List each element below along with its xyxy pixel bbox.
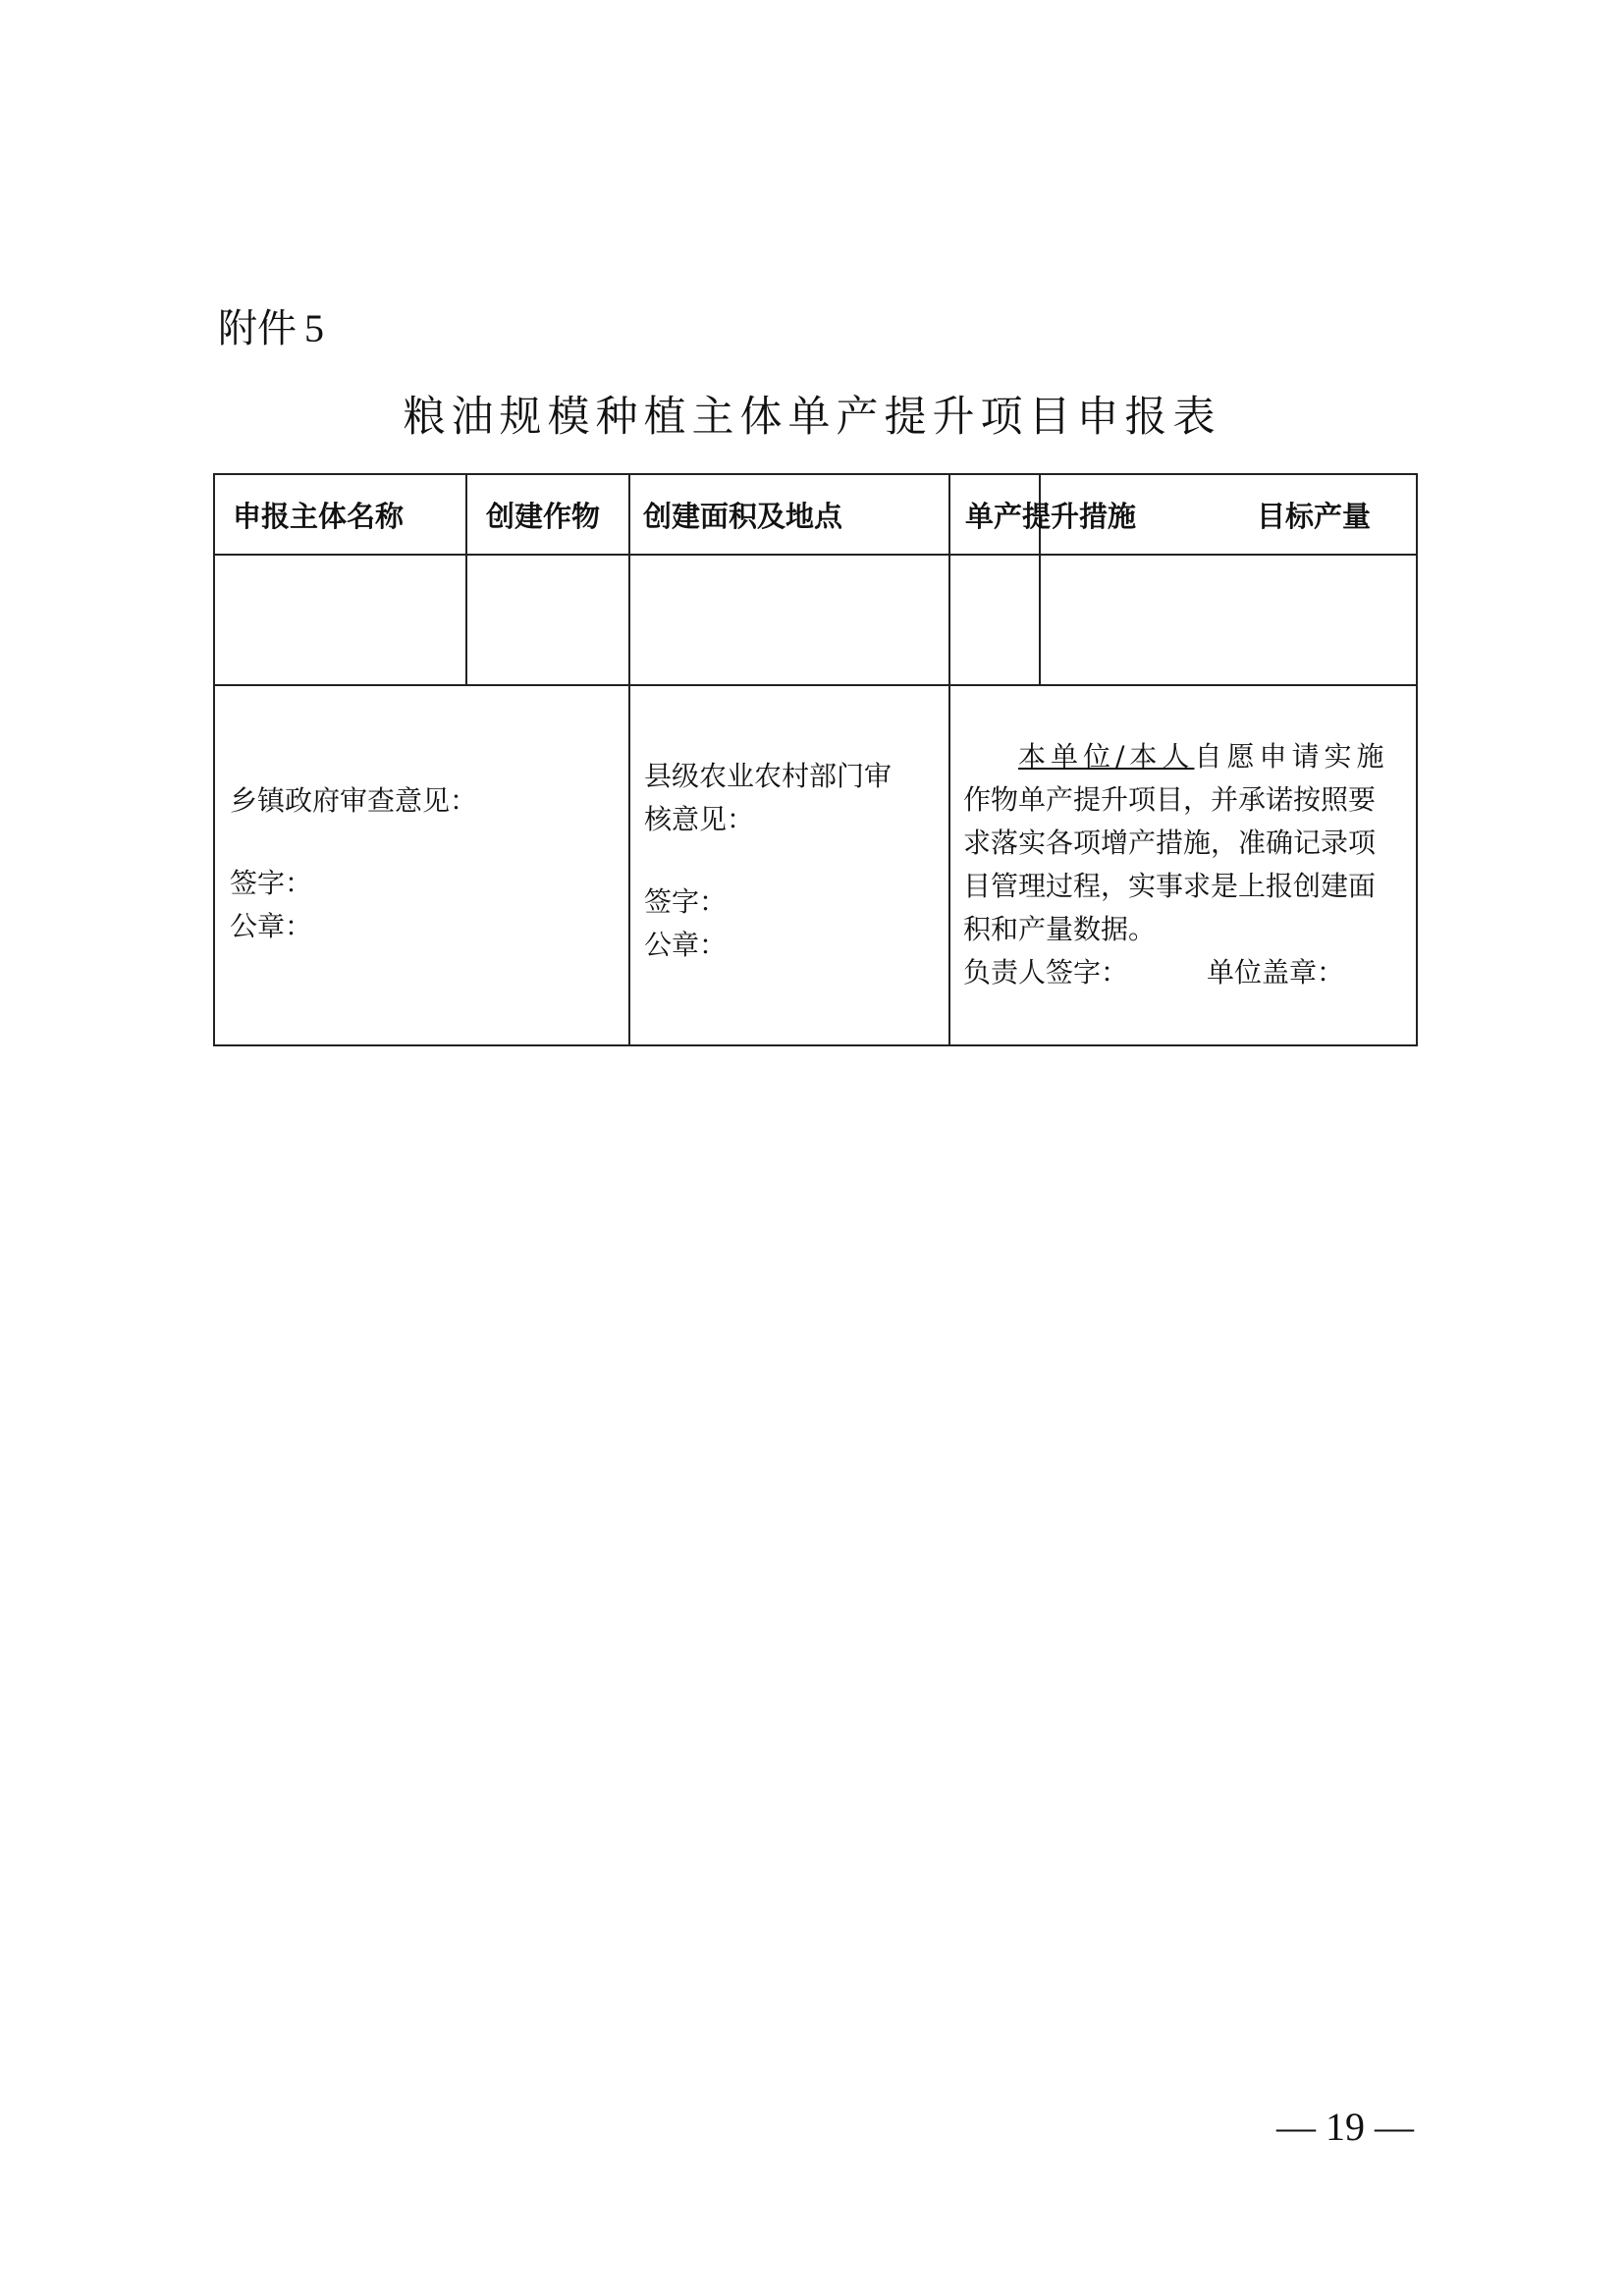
township-opinion: [230, 779, 477, 948]
cell-crop[interactable]: [467, 556, 628, 684]
page-dash-right: —: [1375, 2105, 1414, 2149]
application-form-table: [213, 473, 1418, 1046]
pledge-line2: 作物单产提升项目，并承诺按照要: [963, 783, 1377, 816]
cell-target-yield[interactable]: [1041, 556, 1416, 684]
page-number: [1276, 2104, 1414, 2150]
header-applicant-name: 申报主体名称: [233, 499, 405, 533]
pledge-line4: 目管理过程，实事求是上报创建面: [963, 870, 1377, 902]
page-number-value: 19: [1326, 2105, 1365, 2149]
county-opinion-line2: 核意见：: [644, 803, 755, 835]
cell-measures[interactable]: [950, 556, 1039, 684]
data-row-divider: [215, 684, 1416, 686]
township-sign: 签字：: [230, 867, 313, 899]
attachment-number: 5: [304, 306, 324, 350]
applicant-pledge: [963, 735, 1410, 994]
county-opinion-line1: 县级农业农村部门审: [644, 760, 893, 792]
pledge-line5: 积和产量数据。: [963, 913, 1157, 945]
county-seal: 公章：: [644, 929, 728, 961]
pledge-line1-rest: 自愿申请实施: [1194, 740, 1389, 773]
header-target-yield: 目标产量: [1257, 499, 1372, 533]
township-seal: 公章：: [230, 910, 313, 942]
county-opinion: [644, 755, 892, 967]
header-area-location: 创建面积及地点: [643, 499, 843, 533]
page-dash-left: —: [1276, 2105, 1316, 2149]
attachment-label: [218, 299, 324, 358]
cell-area-location[interactable]: [630, 556, 948, 684]
responsible-sign: 负责人签字：: [963, 956, 1129, 988]
attachment-text: 附件: [218, 306, 297, 351]
unit-seal: 单位盖章：: [1207, 956, 1345, 988]
pledge-underlined: 本单位/本人: [1018, 740, 1195, 773]
county-sign: 签字：: [644, 885, 728, 918]
cell-applicant-name[interactable]: [215, 556, 465, 684]
form-title: 粮油规模种植主体单产提升项目申报表: [403, 393, 1221, 442]
header-measures: 单产提升措施: [965, 499, 1137, 533]
header-crop: 创建作物: [486, 499, 601, 533]
township-opinion-label: 乡镇政府审查意见：: [230, 784, 478, 817]
pledge-line3: 求落实各项增产措施，准确记录项: [963, 827, 1377, 859]
